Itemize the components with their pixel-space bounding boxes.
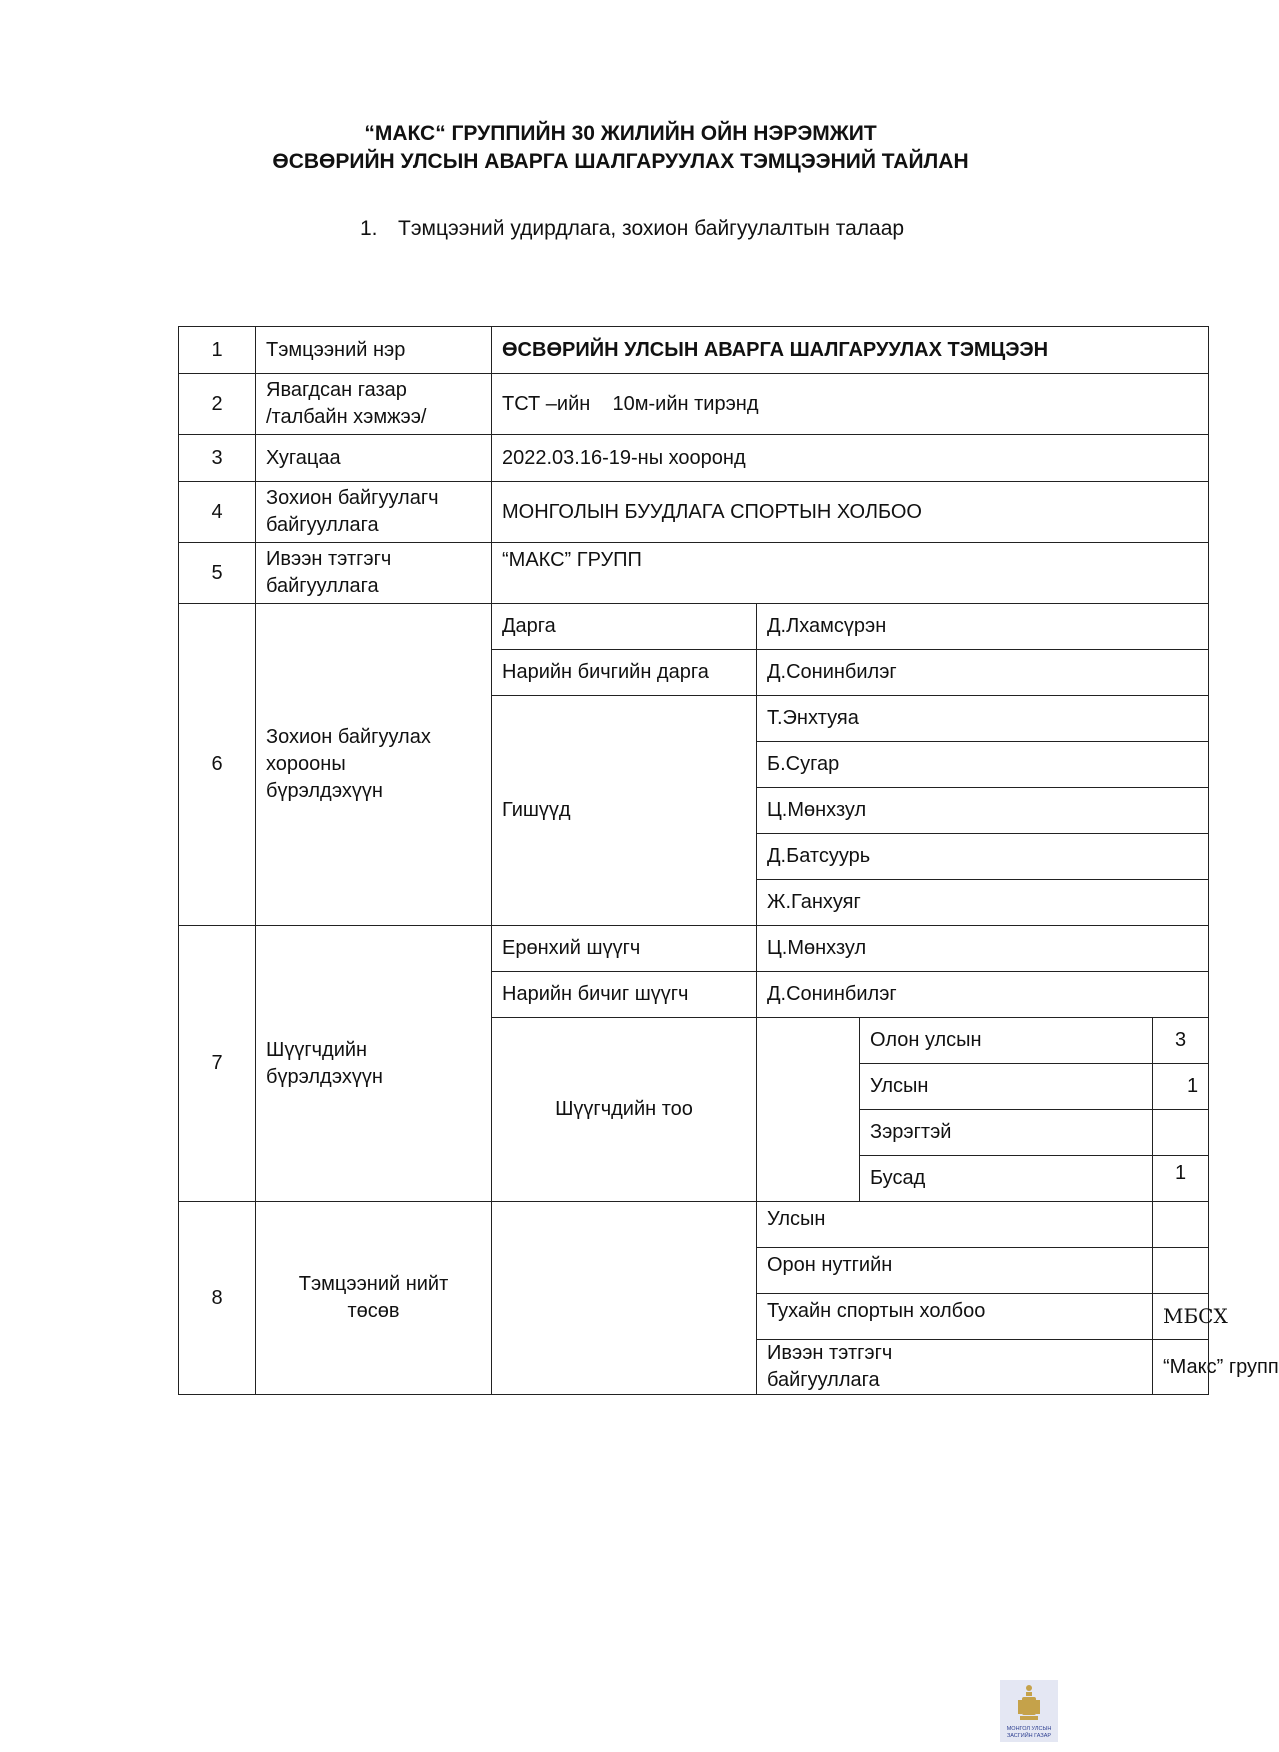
role-cell: Гишүүд <box>492 696 757 926</box>
row-label-line: Зохион байгуулагч <box>266 487 439 509</box>
row-label-line: төсөв <box>347 1300 400 1322</box>
svg-text:МОНГОЛ УЛСЫН: МОНГОЛ УЛСЫН <box>1006 1726 1052 1732</box>
section-text: Тэмцээний удирдлага, зохион байгуулалтын талаар <box>398 217 905 240</box>
row-label <box>256 604 492 926</box>
table-row <box>179 1202 1209 1248</box>
row-label: Тэмцээний нэр <box>256 327 492 374</box>
member-name: Ц.Мөнхзул <box>757 788 1209 834</box>
budget-source: Улсын <box>757 1202 1153 1248</box>
table-row <box>179 543 1209 604</box>
row-number: 2 <box>179 374 256 435</box>
member-name: Т.Энхтуяа <box>757 696 1209 742</box>
row-label-line: Зохион байгуулах <box>266 726 431 748</box>
judge-category: Зэрэгтэй <box>860 1110 1153 1156</box>
budget-source <box>757 1340 1153 1395</box>
row-label-line: байгууллага <box>266 514 379 536</box>
title-line-1: “МАКС“ ГРУППИЙН 30 ЖИЛИЙН ОЙН НЭРЭМЖИТ <box>364 122 877 145</box>
row-label <box>256 926 492 1202</box>
row-value: МОНГОЛЫН БУУДЛАГА СПОРТЫН ХОЛБОО <box>492 482 1209 543</box>
row-label <box>256 1202 492 1395</box>
budget-value <box>1153 1248 1209 1294</box>
row-label <box>256 543 492 604</box>
row-label-line: бүрэлдэхүүн <box>266 780 383 802</box>
row-value: ӨСВӨРИЙН УЛСЫН АВАРГА ШАЛГАРУУЛАХ ТЭМЦЭЭН <box>492 327 1209 374</box>
role-cell: Нарийн бичгийн дарга <box>492 650 757 696</box>
judges-count-label: Шүүгчдийн тоо <box>492 1018 757 1202</box>
row-label-line: /талбайн хэмжээ/ <box>266 406 427 428</box>
budget-source: Тухайн спортын холбоо <box>757 1294 1153 1340</box>
row-label <box>256 374 492 435</box>
row-value: ТСТ –ийн 10м-ийн тирэнд <box>492 374 1209 435</box>
blank-cell <box>492 1202 757 1395</box>
name-cell: Д.Лхамсүрэн <box>757 604 1209 650</box>
row-label-line: Ивээн тэтгэгч <box>266 548 392 570</box>
member-name: Б.Сугар <box>757 742 1209 788</box>
member-name: Ж.Ганхуяг <box>757 880 1209 926</box>
budget-source-line: Ивээн тэтгэгч <box>767 1342 893 1364</box>
row-number: 1 <box>179 327 256 374</box>
row-label-line: хорооны <box>266 753 346 775</box>
member-name: Д.Батсуурь <box>757 834 1209 880</box>
judge-count: 3 <box>1153 1018 1209 1064</box>
report-table <box>178 326 1279 1395</box>
judge-count: 1 <box>1153 1156 1209 1202</box>
row-label-line: Шүүгчдийн <box>266 1038 368 1061</box>
judge-category: Улсын <box>860 1064 1153 1110</box>
row-number: 7 <box>179 926 256 1202</box>
budget-value: “Макс” групп <box>1153 1340 1209 1395</box>
table-row <box>179 374 1209 435</box>
judge-count <box>1153 1110 1209 1156</box>
row-label-line: Тэмцээний нийт <box>298 1273 449 1295</box>
role-cell: Нарийн бичиг шүүгч <box>492 972 757 1018</box>
section-heading <box>360 216 904 242</box>
section-number: 1. <box>360 217 378 240</box>
title-line-2: ӨСВӨРИЙН УЛСЫН АВАРГА ШАЛГАРУУЛАХ ТЭМЦЭЭНИЙ ТАЙЛАН <box>272 150 969 173</box>
table-row <box>179 327 1209 374</box>
row-number: 5 <box>179 543 256 604</box>
judge-category: Олон улсын <box>860 1018 1153 1064</box>
budget-value <box>1153 1202 1209 1248</box>
row-value: 2022.03.16-19-ны хооронд <box>492 435 1209 482</box>
role-cell: Дарга <box>492 604 757 650</box>
row-label-line: Явагдсан газар <box>266 379 407 401</box>
judge-count: 1 <box>1153 1064 1209 1110</box>
name-cell: Д.Сонинбилэг <box>757 972 1209 1018</box>
table-row <box>179 482 1209 543</box>
svg-text:ЗАСГИЙН ГАЗАР: ЗАСГИЙН ГАЗАР <box>1006 1733 1052 1739</box>
blank-cell <box>757 1018 860 1202</box>
budget-source-line: байгууллага <box>767 1369 880 1391</box>
name-cell: Ц.Мөнхзул <box>757 926 1209 972</box>
judge-category: Бусад <box>860 1156 1153 1202</box>
budget-value: МБСХ <box>1153 1294 1209 1340</box>
row-number: 8 <box>179 1202 256 1395</box>
government-seal-icon <box>1000 1680 1058 1742</box>
budget-source: Орон нутгийн <box>757 1248 1153 1294</box>
row-label-line: бүрэлдэхүүн <box>266 1065 383 1088</box>
row-label <box>256 482 492 543</box>
row-number: 4 <box>179 482 256 543</box>
row-label-line: байгууллага <box>266 575 379 597</box>
name-cell: Д.Сонинбилэг <box>757 650 1209 696</box>
table-row <box>179 604 1209 650</box>
row-value: “МАКС” ГРУПП <box>492 543 1209 604</box>
row-label: Хугацаа <box>256 435 492 482</box>
table-row <box>179 435 1209 482</box>
row-number: 3 <box>179 435 256 482</box>
report-title <box>0 120 1241 176</box>
role-cell: Ерөнхий шүүгч <box>492 926 757 972</box>
table-row <box>179 926 1209 972</box>
row-number: 6 <box>179 604 256 926</box>
